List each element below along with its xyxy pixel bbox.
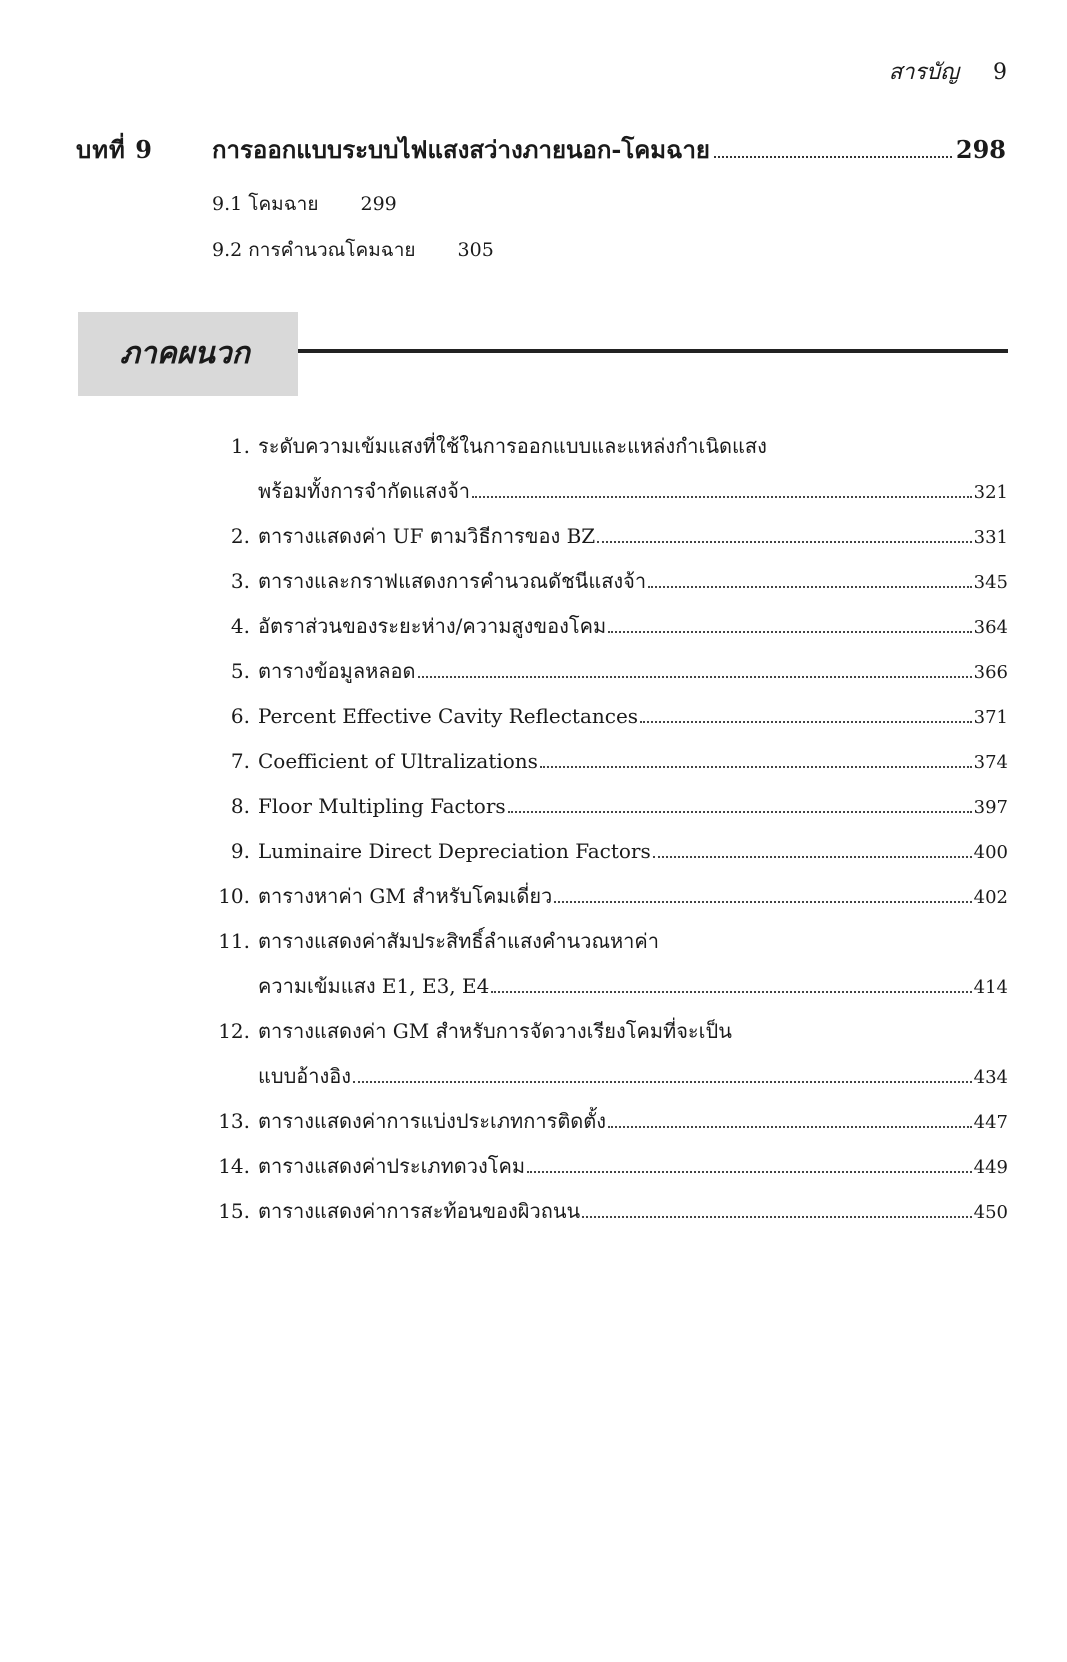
appendix-entry: [218, 694, 1008, 739]
dot-leader: [508, 811, 972, 813]
entry-number: 8.: [230, 794, 250, 818]
entry-line: [218, 874, 1008, 919]
entry-line: [218, 919, 1008, 964]
entry-page: 414: [973, 977, 1008, 998]
entry-number: 14.: [218, 1154, 250, 1178]
appendix-entry: [218, 649, 1008, 694]
chapter-heading-line: [76, 130, 1006, 169]
entry-number: 10.: [218, 884, 250, 908]
appendix-entry: [218, 739, 1008, 784]
appendix-header: [78, 312, 1008, 396]
chapter-9-entry: [76, 130, 1006, 273]
entry-page: 447: [973, 1112, 1008, 1133]
appendix-entry: [218, 829, 1008, 874]
entry-page: 434: [973, 1067, 1008, 1088]
entry-page: 364: [973, 617, 1008, 638]
entry-line: [218, 1009, 1008, 1054]
entry-line: [218, 1189, 1008, 1234]
entry-page: 402: [973, 887, 1008, 908]
dot-leader: [472, 496, 972, 498]
entry-title: ตารางแสดงค่า UF ตามวิธีการของ BZ: [258, 524, 596, 548]
appendix-entry: [218, 874, 1008, 919]
entry-line: [218, 514, 1008, 559]
appendix-label: ภาคผนวก: [120, 336, 250, 371]
entry-line: [218, 604, 1008, 649]
entry-title: อัตราส่วนของระยะห่าง/ความสูงของโคม: [258, 614, 607, 638]
entry-number: 13.: [218, 1109, 250, 1133]
chapter-title: การออกแบบระบบไฟแสงสว่างภายนอก-โคมฉาย: [212, 135, 710, 164]
entry-title: ตารางแสดงค่าสัมประสิทธิ์ลำแสงคำนวณหาค่า: [258, 929, 660, 953]
dot-leader: [540, 766, 972, 768]
entry-title: ความเข้มแสง E1, E3, E4: [258, 974, 490, 998]
entry-number: 15.: [218, 1199, 250, 1223]
entry-title: ตารางแสดงค่าประเภทดวงโคม: [258, 1154, 526, 1178]
entry-line: [218, 964, 1008, 1009]
entry-line: [218, 649, 1008, 694]
entry-line: [218, 424, 1008, 469]
appendix-entry-list: [218, 424, 1008, 1234]
entry-title: แบบอ้างอิง: [258, 1064, 352, 1088]
entry-page: 450: [973, 1202, 1008, 1223]
entry-title: พร้อมทั้งการจำกัดแสงจ้า: [258, 479, 471, 503]
entry-title: Coefficient of Ultralizations: [258, 749, 538, 773]
entry-title: Luminaire Direct Depreciation Factors: [258, 839, 651, 863]
appendix-entry: [218, 604, 1008, 649]
dot-leader: [582, 1216, 971, 1218]
entry-number: 5.: [230, 659, 250, 683]
dot-leader: [597, 541, 971, 543]
entry-line: [218, 1144, 1008, 1189]
appendix-entry: [218, 1009, 1008, 1099]
running-head: [889, 54, 1007, 89]
entry-page: 400: [973, 842, 1008, 863]
dot-leader: [527, 1171, 972, 1173]
entry-line: [218, 559, 1008, 604]
entry-line: [218, 1099, 1008, 1144]
entry-line: [218, 694, 1008, 739]
entry-title: ตารางแสดงค่า GM สำหรับการจัดวางเรียงโคมที่จะเป็น: [258, 1019, 732, 1043]
appendix-entry: [218, 514, 1008, 559]
appendix-entry: [218, 559, 1008, 604]
dot-leader: [608, 1126, 972, 1128]
dot-leader: [491, 991, 971, 993]
appendix-rule: [298, 349, 1008, 353]
chapter-label: บทที่ 9: [76, 135, 153, 164]
entry-page: 345: [973, 572, 1008, 593]
subsection-title: การคำนวณโคมฉาย: [248, 239, 416, 261]
entry-title: Percent Effective Cavity Reflectances: [258, 704, 639, 728]
appendix-entry: [218, 919, 1008, 1009]
chapter-page: 298: [955, 135, 1006, 164]
entry-number: 1.: [230, 434, 250, 458]
dot-leader: [554, 901, 971, 903]
dot-leader: [640, 721, 972, 723]
entry-line: [218, 829, 1008, 874]
entry-page: 371: [973, 707, 1008, 728]
subsection-page: 305: [457, 239, 494, 261]
entry-number: 11.: [218, 929, 250, 953]
subsection-title: โคมฉาย: [248, 193, 319, 215]
subsection-list: [212, 181, 1006, 273]
entry-page: 397: [973, 797, 1008, 818]
entry-title: ตารางแสดงค่าการสะท้อนของผิวถนน: [258, 1199, 581, 1223]
page-number: 9: [993, 60, 1007, 85]
dot-leader: [714, 156, 952, 158]
entry-page: 374: [973, 752, 1008, 773]
dot-leader: [608, 631, 971, 633]
entry-title: Floor Multipling Factors: [258, 794, 506, 818]
entry-title: ตารางแสดงค่าการแบ่งประเภทการติดตั้ง: [258, 1109, 607, 1133]
entry-page: 366: [973, 662, 1008, 683]
subsection-number: 9.2: [212, 239, 243, 261]
entry-page: 449: [973, 1157, 1008, 1178]
entry-number: 2.: [230, 524, 250, 548]
entry-number: 7.: [230, 749, 250, 773]
entry-line: [218, 739, 1008, 784]
entry-line: [218, 784, 1008, 829]
running-head-title: สารบัญ: [888, 60, 959, 85]
entry-title: ระดับความเข้มแสงที่ใช้ในการออกแบบและแหล่งกำเนิดแสง: [258, 434, 767, 458]
appendix-entry: [218, 784, 1008, 829]
dot-leader: [418, 676, 972, 678]
entry-title: ตารางข้อมูลหลอด: [258, 659, 416, 683]
entry-number: 9.: [230, 839, 250, 863]
dot-leader: [648, 586, 972, 588]
appendix-entry: [218, 1099, 1008, 1144]
subsection-number: 9.1: [212, 193, 243, 215]
entry-number: 3.: [230, 569, 250, 593]
entry-line: [218, 469, 1008, 514]
entry-number: 4.: [230, 614, 250, 638]
appendix-entry: [218, 1189, 1008, 1234]
entry-title: ตารางและกราฟแสดงการคำนวณดัชนีแสงจ้า: [258, 569, 647, 593]
entry-number: 6.: [230, 704, 250, 728]
entry-title: ตารางหาค่า GM สำหรับโคมเดี่ยว: [258, 884, 553, 908]
entry-number: 12.: [218, 1019, 250, 1043]
subsection-item: [212, 181, 1006, 227]
appendix-entry: [218, 1144, 1008, 1189]
dot-leader: [653, 856, 972, 858]
dot-leader: [353, 1081, 972, 1083]
subsection-item: [212, 227, 1006, 273]
entry-page: 321: [973, 482, 1008, 503]
entry-page: 331: [973, 527, 1008, 548]
appendix-entry: [218, 424, 1008, 514]
entry-line: [218, 1054, 1008, 1099]
subsection-page: 299: [360, 193, 397, 215]
